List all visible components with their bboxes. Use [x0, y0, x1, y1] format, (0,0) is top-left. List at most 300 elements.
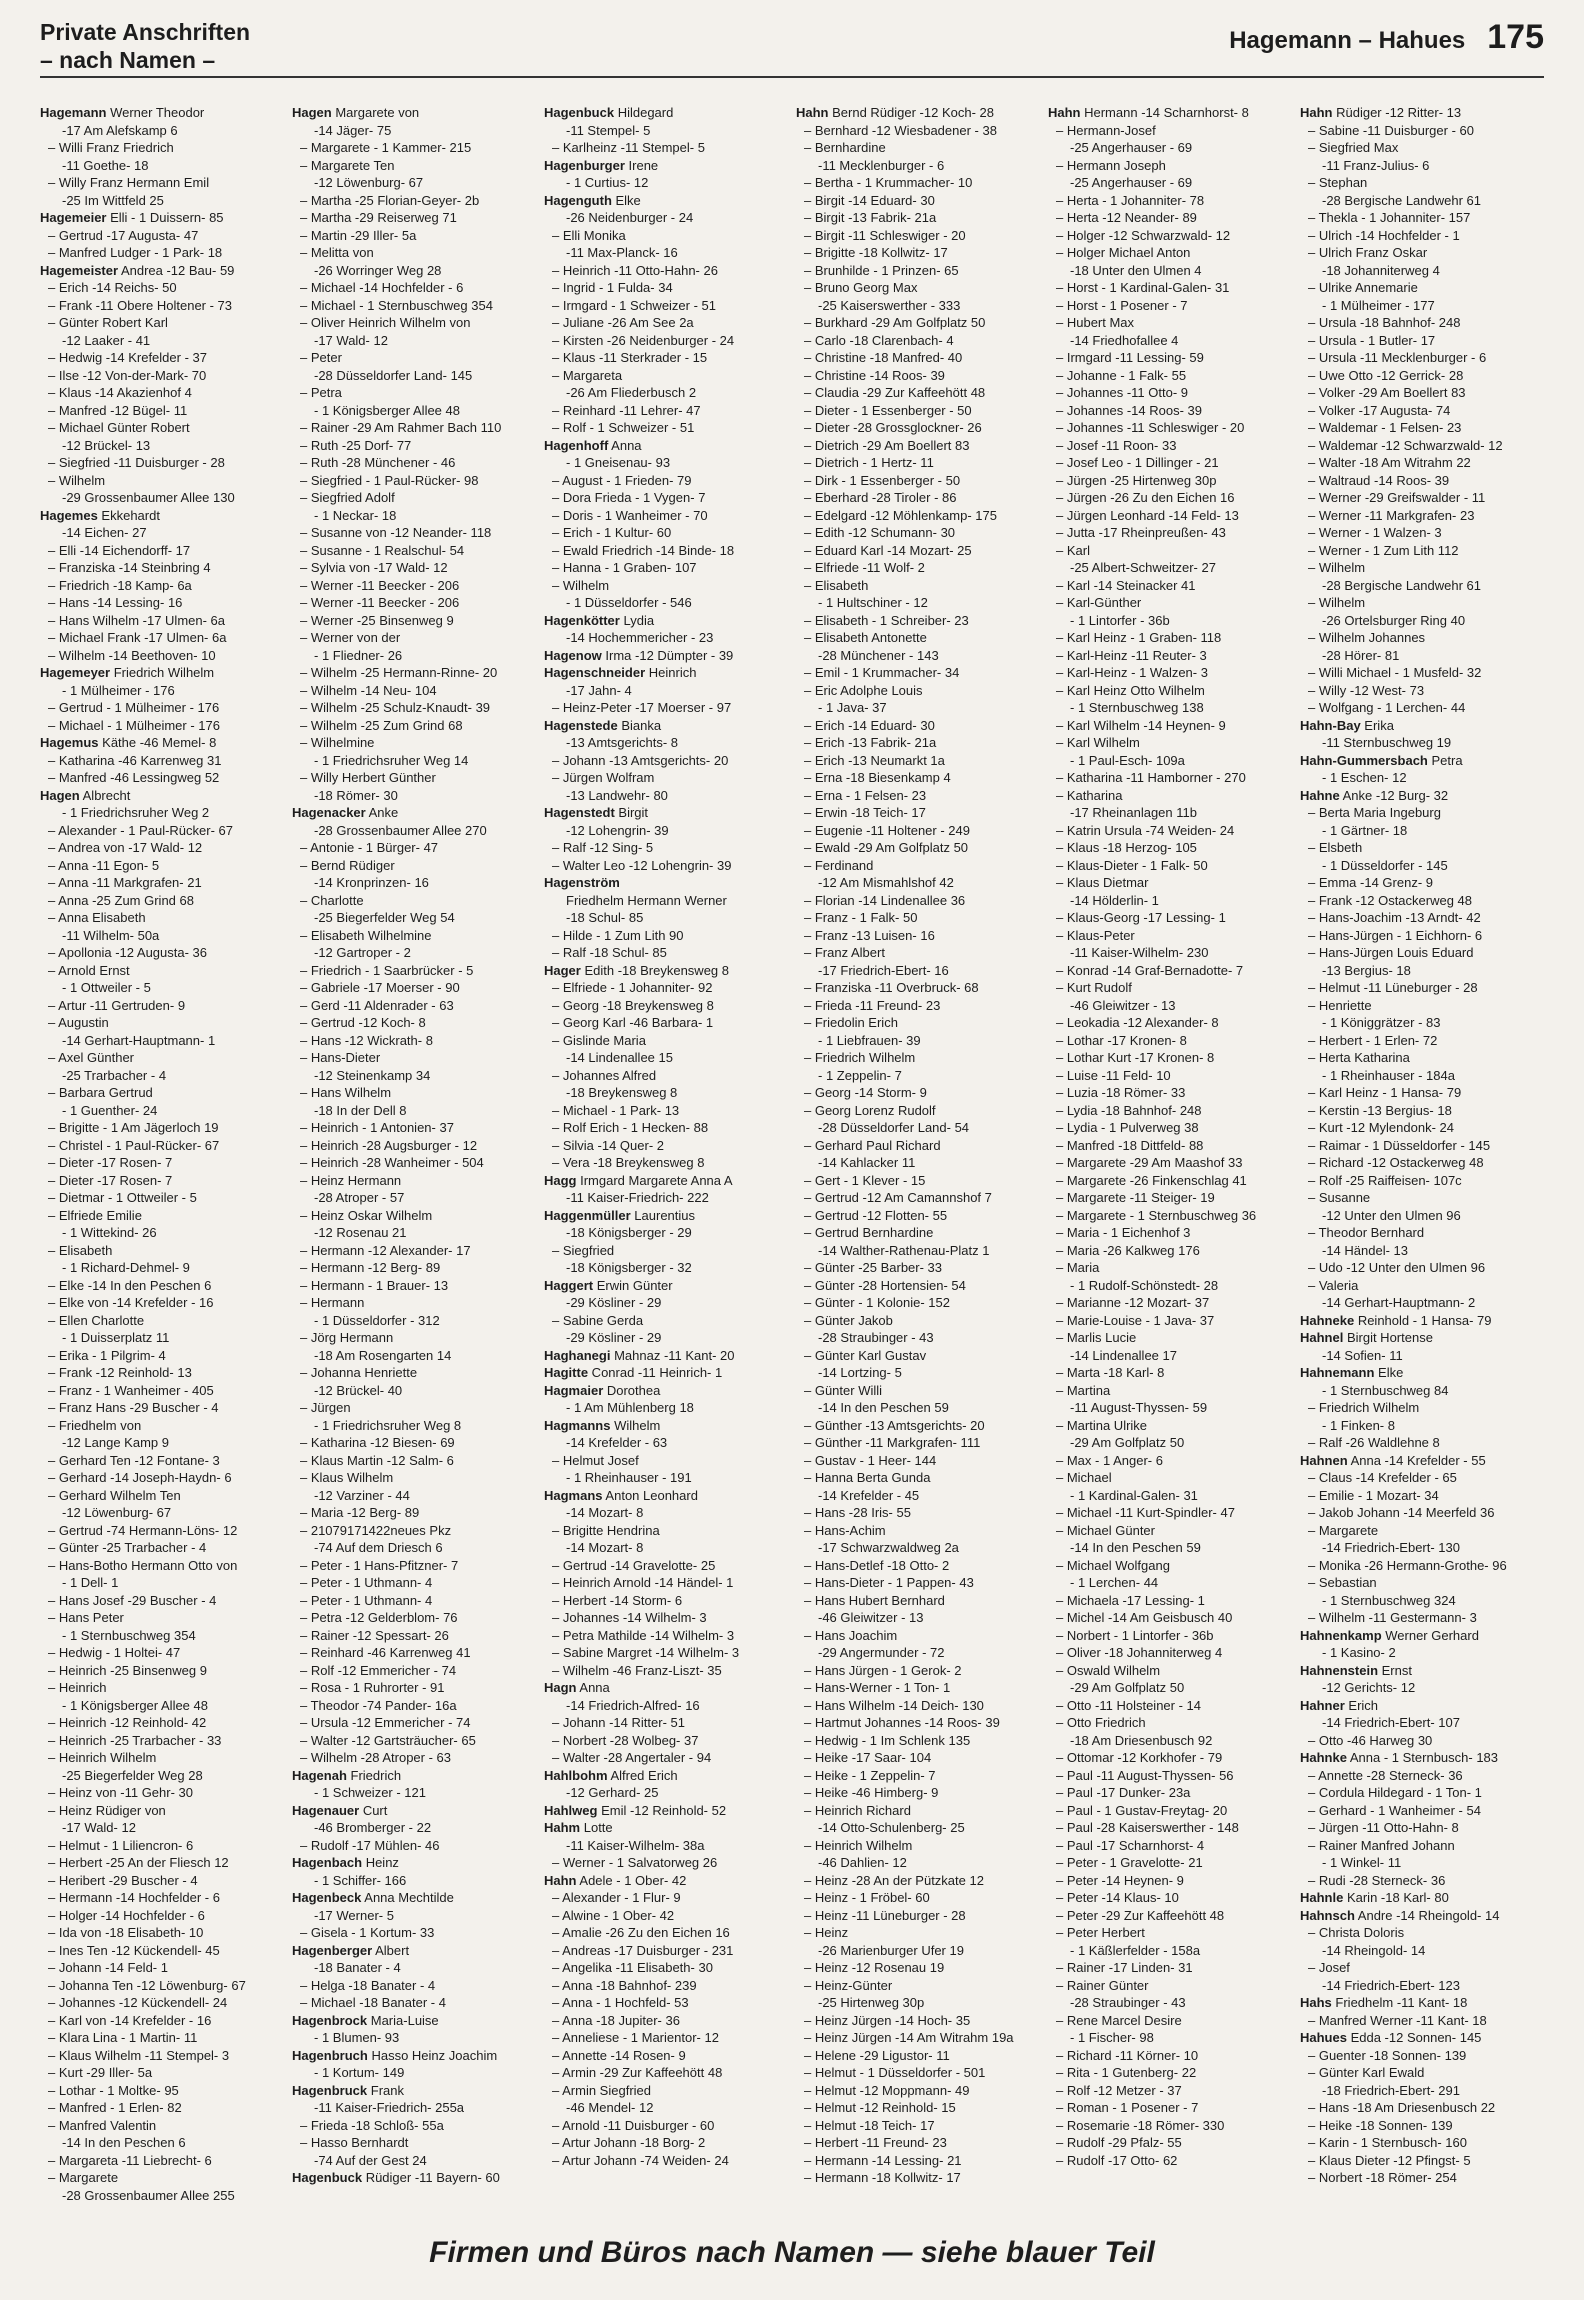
surname: Hahnen: [1300, 1452, 1348, 1468]
sub-entry: – Martha -29 Reiserweg 71: [300, 210, 457, 225]
sub-entry: – Michael - 1 Park- 13: [552, 1102, 680, 1118]
sub-entry: – Karl: [1056, 542, 1090, 558]
sub-entry: – Gertrud -17 Augusta- 47: [48, 227, 199, 243]
sub-entry: – Ellen Charlotte: [48, 1312, 145, 1328]
entry-text: Anna -14 Krefelder - 55: [1347, 1452, 1486, 1468]
sub-entry: – Udo -12 Unter den Ulmen 96: [1308, 1260, 1486, 1275]
address-line: - 1 Dell- 1: [62, 1575, 119, 1590]
sub-entry: – Oswald Wilhelm: [1056, 1662, 1161, 1678]
sub-entry: – Heike -46 Himberg- 9: [804, 1785, 939, 1800]
surname-entry: [544, 664, 788, 682]
address-line: -18 Römer- 30: [314, 787, 398, 803]
sub-entry: – Helmut -11 Lüneburger - 28: [1308, 980, 1478, 995]
sub-entry: – Juliane -26 Am See 2a: [552, 315, 694, 330]
address-line: -14 Krefelder - 63: [566, 1435, 668, 1450]
sub-entry: – Hedwig - 1 Holtei- 47: [48, 1645, 181, 1660]
surname-entry: [1300, 787, 1544, 805]
address-line: - 1 Friedrichsruher Weg 14: [314, 752, 469, 768]
sub-entry: – Petra Mathilde -14 Wilhelm- 3: [552, 1627, 735, 1643]
sub-entry: – Heinz-Peter -17 Moerser - 97: [552, 700, 732, 715]
address-line: -28 Grossenbaumer Allee 270: [314, 822, 487, 838]
sub-entry: – Klaus-Georg -17 Lessing- 1: [1056, 910, 1226, 925]
sub-entry: – Rolf Erich - 1 Hecken- 88: [552, 1120, 709, 1135]
sub-entry: – Frank -12 Reinhold- 13: [48, 1365, 192, 1380]
sub-entry: – Lothar - 1 Moltke- 95: [48, 2082, 179, 2098]
address-line: - 1 Käßlerfelder - 158a: [1070, 1942, 1201, 1958]
sub-entry: – Rolf -12 Emmericher - 74: [300, 1662, 457, 1678]
sub-entry: – Elisabeth: [48, 1242, 113, 1258]
sub-entry: – Marlis Lucie: [1056, 1330, 1137, 1345]
address-line: -17 Werner- 5: [314, 1907, 394, 1923]
sub-entry: – Willy Herbert Günther: [300, 770, 436, 785]
sub-entry: – Peter Herbert: [1056, 1925, 1145, 1940]
sub-entry: – Jörg Hermann: [300, 1330, 394, 1345]
sub-entry: – Werner - 1 Salvatorweg 26: [552, 1855, 718, 1870]
sub-entry: – Ulrich -14 Hochfelder - 1: [1308, 227, 1460, 243]
sub-entry: – Annette -14 Rosen- 9: [552, 2047, 686, 2063]
surname-entry: [40, 787, 284, 805]
sub-entry: – Bertha - 1 Krummacher- 10: [804, 175, 973, 190]
address-line: -25 Biegerfelder Weg 28: [62, 1767, 203, 1783]
surname: Hahnsch: [1300, 1907, 1355, 1923]
address-line: - 1 Friedrichsruher Weg 8: [314, 1417, 462, 1433]
sub-entry: – Anna Elisabeth: [48, 910, 146, 925]
sub-entry: – Katharina -46 Karrenweg 31: [48, 752, 222, 768]
address-line: -14 Rheingold- 14: [1322, 1942, 1426, 1958]
entry-text: Rüdiger -11 Bayern- 60: [362, 2170, 500, 2185]
address-line: -11 Kaiser-Friedrich- 222: [566, 1190, 709, 1205]
sub-entry: – Gertrud - 1 Mülheimer - 176: [48, 700, 220, 715]
sub-entry: – Karin - 1 Sternbusch- 160: [1308, 2135, 1467, 2150]
entry-text: Albert: [372, 1942, 410, 1958]
surname: Hagmans: [544, 1487, 603, 1503]
sub-entry: – Werner -25 Binsenweg 9: [300, 612, 454, 628]
entry-text: Margarete von: [331, 105, 420, 120]
surname: Hagenbuck: [292, 2170, 363, 2185]
surname-entry: [544, 1679, 788, 1697]
sub-entry: – Michaela -17 Lessing- 1: [1056, 1592, 1205, 1608]
surname-entry: [544, 1767, 788, 1785]
sub-entry: – Rita - 1 Gutenberg- 22: [1056, 2065, 1197, 2080]
sub-entry: – Hermann: [300, 1295, 365, 1310]
address-line: - 1 Rudolf-Schönstedt- 28: [1070, 1277, 1219, 1293]
sub-entry: – Hermann -12 Alexander- 17: [300, 1242, 471, 1258]
surname: Hagg: [544, 1172, 577, 1188]
sub-entry: – Günter Karl Gustav: [804, 1347, 927, 1363]
surname: Hahlweg: [544, 1802, 598, 1818]
sub-entry: – Josef -11 Roon- 33: [1056, 437, 1177, 453]
surname-entry: [544, 157, 788, 175]
sub-entry: – Wilhelm -14 Neu- 104: [300, 682, 437, 698]
sub-entry: – Werner -29 Greifswalder - 11: [1308, 490, 1486, 505]
sub-entry: – Elfriede - 1 Johanniter- 92: [552, 980, 713, 995]
sub-entry: – Hermann Joseph: [1056, 157, 1166, 173]
name-range: Hagemann – Hahues: [1229, 27, 1466, 54]
sub-entry: – Ralf -12 Sing- 5: [552, 840, 654, 855]
sub-entry: – Heinz Oskar Wilhelm: [300, 1207, 433, 1223]
sub-entry: – Bruno Georg Max: [804, 280, 918, 295]
entry-text: Emil -12 Reinhold- 52: [597, 1802, 727, 1818]
sub-entry: – Friedrich - 1 Saarbrücker - 5: [300, 962, 474, 978]
sub-entry: – Hans -12 Wickrath- 8: [300, 1032, 433, 1048]
address-line: -11 Wilhelm- 50a: [62, 927, 160, 943]
entry-text: Frank: [367, 2082, 404, 2098]
sub-entry: – Wolfgang - 1 Lerchen- 44: [1308, 700, 1466, 715]
address-line: - 1 Sternbuschweg 138: [1070, 700, 1204, 715]
sub-entry: – Elfriede -11 Wolf- 2: [804, 560, 925, 575]
sub-entry: – Johannes -12 Kückendell- 24: [48, 1995, 228, 2010]
surname: Haghanegi: [544, 1347, 611, 1363]
sub-entry: – Wilhelm -25 Hermann-Rinne- 20: [300, 665, 498, 680]
sub-entry: – Herbert -11 Freund- 23: [804, 2135, 947, 2150]
sub-entry: – Gerhard Ten -12 Fontane- 3: [48, 1452, 220, 1468]
sub-entry: – Hermann-Josef: [1056, 122, 1156, 138]
entry-text: Reinhold - 1 Hansa- 79: [1354, 1312, 1492, 1328]
sub-entry: – Alwine - 1 Ober- 42: [552, 1907, 675, 1923]
sub-entry: – Johannes Alfred: [552, 1067, 657, 1083]
address-line: -12 Varziner - 44: [314, 1487, 410, 1503]
address-line: -14 Lindenallee 15: [566, 1050, 673, 1065]
sub-entry: – Michael Günter: [1056, 1522, 1155, 1538]
entry-text: Elli - 1 Duissern- 85: [106, 210, 224, 225]
entry-text: Erika: [1360, 717, 1394, 733]
sub-entry: – Hans-Dieter - 1 Pappen- 43: [804, 1575, 974, 1590]
sub-entry: – Ursula -12 Emmericher - 74: [300, 1715, 471, 1730]
sub-entry: – Günther -11 Markgrafen- 111: [804, 1435, 981, 1450]
entry-text: Erwin Günter: [593, 1277, 673, 1293]
entry-text: Friedrich Wilhelm: [110, 665, 215, 680]
sub-entry: – Hans Josef -29 Buscher - 4: [48, 1592, 217, 1608]
sub-entry: – Helene -29 Ligustor- 11: [804, 2047, 950, 2063]
entry-text: Anna - 1 Sternbusch- 183: [1346, 1750, 1499, 1765]
sub-entry: – Rainer Manfred Johann: [1308, 1837, 1455, 1853]
sub-entry: – Jürgen Wolfram: [552, 770, 655, 785]
sub-entry: – Hans-Werner - 1 Ton- 1: [804, 1680, 951, 1695]
surname-entry: [292, 2012, 536, 2030]
surname: Hagenacker: [292, 805, 366, 820]
surname: Hahn: [796, 105, 829, 120]
address-line: -28 Grossenbaumer Allee 255: [62, 2187, 235, 2203]
sub-entry: – Anneliese - 1 Marientor- 12: [552, 2030, 719, 2045]
sub-entry: – Stephan: [1308, 175, 1368, 190]
sub-entry: – Vera -18 Breykensweg 8: [552, 1155, 705, 1170]
surname: Hahnemann: [1300, 1365, 1375, 1380]
sub-entry: – August - 1 Frieden- 79: [552, 472, 692, 488]
address-line: -46 Mendel- 12: [566, 2100, 654, 2115]
address-line: - 1 Sternbuschweg 84: [1322, 1382, 1449, 1398]
sub-entry: – Lothar -17 Kronen- 8: [1056, 1032, 1187, 1048]
entry-text: Bernd Rüdiger -12 Koch- 28: [828, 105, 994, 120]
surname: Hagmaier: [544, 1382, 604, 1398]
sub-entry: – Johannes -11 Schleswiger - 20: [1056, 420, 1245, 435]
surname-entry: [40, 734, 284, 752]
sub-entry: – Rolf -12 Metzer - 37: [1056, 2082, 1182, 2098]
sub-entry: – Klaus Dieter -12 Pfingst- 5: [1308, 2152, 1471, 2168]
sub-entry: – Thekla - 1 Johanniter- 157: [1308, 210, 1471, 225]
sub-entry: – Monika -26 Hermann-Grothe- 96: [1308, 1557, 1507, 1573]
sub-entry: – Karlheinz -11 Stempel- 5: [552, 140, 705, 155]
sub-entry: – Luzia -18 Römer- 33: [1056, 1085, 1186, 1100]
sub-entry: – Theodor -74 Pander- 16a: [300, 1697, 457, 1713]
address-line: - 1 Hultschiner - 12: [818, 595, 928, 610]
sub-entry: – Karl Heinz - 1 Graben- 118: [1056, 630, 1222, 645]
surname: Hahnke: [1300, 1750, 1347, 1765]
address-line: -25 Kaiserswerther - 333: [818, 297, 961, 313]
address-line: -12 Gartroper - 2: [314, 945, 411, 960]
entry-text: Andre -14 Rheingold- 14: [1354, 1907, 1500, 1923]
entry-text: Anna: [576, 1680, 610, 1695]
sub-entry: – Lydia -18 Bahnhof- 248: [1056, 1102, 1202, 1118]
sub-entry: – Wilhelm -11 Gestermann- 3: [1308, 1610, 1477, 1625]
sub-entry: – Heinz-Günter: [804, 1977, 893, 1993]
sub-entry: – Oliver -18 Johanniterweg 4: [1056, 1645, 1223, 1660]
address-line: -29 Kösliner - 29: [566, 1295, 662, 1310]
surname: Hahn: [544, 1872, 577, 1888]
sub-entry: – Manfred Ludger - 1 Park- 18: [48, 245, 223, 260]
sub-entry: – Margareta -11 Liebrecht- 6: [48, 2152, 212, 2168]
surname: Hagenauer: [292, 1802, 360, 1818]
sub-entry: – Richard -11 Körner- 10: [1056, 2047, 1199, 2063]
sub-entry: – Bernd Rüdiger: [300, 857, 395, 873]
address-line: -12 Löwenburg- 67: [314, 175, 424, 190]
sub-entry: – Klaus Wilhelm -11 Stempel- 3: [48, 2047, 230, 2063]
surname-entry: [544, 1207, 788, 1225]
sub-entry: – Siegfried Adolf: [300, 490, 395, 505]
sub-entry: – Christel - 1 Paul-Rücker- 67: [48, 1137, 220, 1153]
sub-entry: – Franziska -14 Steinbring 4: [48, 560, 211, 575]
surname-entry: [544, 1347, 788, 1365]
sub-entry: – Irmgard - 1 Schweizer - 51: [552, 297, 717, 313]
surname-entry: [544, 1277, 788, 1295]
sub-entry: – Helmut Josef: [552, 1452, 639, 1468]
surname: Hagemann: [40, 105, 107, 120]
sub-entry: – Ilse -12 Von-der-Mark- 70: [48, 367, 207, 383]
entry-text: Anna Mechtilde: [361, 1890, 454, 1905]
sub-entry: – Hermann -18 Kollwitz- 17: [804, 2170, 961, 2185]
surname-entry: [544, 1487, 788, 1505]
sub-entry: – Heinz von -11 Gehr- 30: [48, 1785, 193, 1800]
address-line: -46 Bromberger - 22: [314, 1820, 432, 1835]
sub-entry: – Arnold Ernst: [48, 962, 130, 978]
sub-entry: – Gerhard Paul Richard: [804, 1137, 941, 1153]
address-line: -26 Ortelsburger Ring 40: [1322, 612, 1466, 628]
sub-entry: – Herta - 1 Johanniter- 78: [1056, 192, 1205, 208]
entry-text: Anton Leonhard: [602, 1487, 698, 1503]
entry-text: Elke: [611, 192, 641, 208]
address-line: - 1 Sternbuschweg 354: [62, 1627, 196, 1643]
address-line: -11 Max-Planck- 16: [566, 245, 678, 260]
sub-entry: – Carlo -18 Clarenbach- 4: [804, 332, 954, 348]
sub-entry: – Franz Hans -29 Buscher - 4: [48, 1400, 219, 1415]
surname: Hagenbruch: [292, 2047, 368, 2063]
sub-entry: – Ralf -26 Waldlehne 8: [1308, 1435, 1440, 1450]
sub-entry: – Dieter -17 Rosen- 7: [48, 1155, 173, 1170]
sub-entry: – Klaus -14 Akazienhof 4: [48, 385, 192, 400]
surname-entry: [1300, 1329, 1544, 1347]
sub-entry: – Brigitte - 1 Am Jägerloch 19: [48, 1120, 219, 1135]
sub-entry: – Charlotte: [300, 892, 364, 908]
sub-entry: – Karl-Heinz - 1 Walzen- 3: [1056, 665, 1208, 680]
sub-entry: – Lothar Kurt -17 Kronen- 8: [1056, 1050, 1215, 1065]
sub-entry: – Claudia -29 Zur Kaffeehött 48: [804, 385, 986, 400]
sub-entry: – Herta Katharina: [1308, 1050, 1410, 1065]
sub-entry: – Johanne - 1 Falk- 55: [1056, 367, 1187, 383]
sub-entry: – Johanna Ten -12 Löwenburg- 67: [48, 1977, 246, 1993]
address-line: - 1 Lerchen- 44: [1070, 1575, 1159, 1590]
sub-entry: – Ursula -11 Mecklenburger - 6: [1308, 350, 1487, 365]
sub-entry: – Werner -11 Beecker - 206: [300, 595, 460, 610]
directory-column-1: [40, 104, 284, 2224]
address-line: -12 Am Mismahlshof 42: [818, 875, 954, 890]
sub-entry: – Rolf -25 Raiffeisen- 107c: [1308, 1172, 1462, 1188]
sub-entry: – Heinrich Wilhelm: [48, 1750, 157, 1765]
address-line: -11 Stempel- 5: [566, 122, 651, 138]
surname-entry: [292, 2047, 536, 2065]
address-line: -14 Händel- 13: [1322, 1242, 1408, 1258]
address-line: -17 Wald- 12: [314, 332, 388, 348]
surname: Hahner: [1300, 1697, 1345, 1713]
sub-entry: – Friedrich Wilhelm: [1308, 1400, 1420, 1415]
sub-entry: – Manfred Valentin: [48, 2117, 157, 2133]
sub-entry: – Günter -25 Trarbacher - 4: [48, 1540, 207, 1555]
sub-entry: – Günter Jakob: [804, 1312, 893, 1328]
sub-entry: – Anna -11 Markgrafen- 21: [48, 875, 202, 890]
address-line: -14 Gerhart-Hauptmann- 2: [1322, 1295, 1476, 1310]
surname-entry: [544, 717, 788, 735]
address-line: -14 Gerhart-Hauptmann- 1: [62, 1032, 216, 1048]
entry-text: Heinz: [362, 1855, 399, 1870]
sub-entry: – Heinz - 1 Fröbel- 60: [804, 1890, 930, 1905]
surname-entry: [544, 192, 788, 210]
address-line: -14 Eichen- 27: [62, 525, 147, 540]
sub-entry: – Anna -18 Jupiter- 36: [552, 2012, 680, 2028]
entry-text: Alfred Erich: [607, 1767, 678, 1783]
sub-entry: – Elli Monika: [552, 227, 626, 243]
surname-entry: [40, 262, 284, 280]
surname-entry: [1300, 104, 1544, 122]
sub-entry: – Heinrich -11 Otto-Hahn- 26: [552, 262, 718, 278]
sub-entry: – Erich -14 Reichs- 50: [48, 280, 177, 295]
sub-entry: – Hasso Bernhardt: [300, 2135, 409, 2150]
sub-entry: – Rainer -17 Linden- 31: [1056, 1960, 1193, 1975]
sub-entry: – Jürgen -11 Otto-Hahn- 8: [1308, 1820, 1459, 1835]
directory-column-2: [292, 104, 536, 2224]
sub-entry: – Holger -12 Schwarzwald- 12: [1056, 227, 1231, 243]
entry-text: Bianka: [617, 717, 662, 733]
address-line: - 1 Lintorfer - 36b: [1070, 612, 1170, 628]
sub-entry: – Friedolin Erich: [804, 1015, 898, 1030]
sub-entry: – Hans-Achim: [804, 1522, 886, 1538]
surname-entry: [1300, 1907, 1544, 1925]
page-header-right: [1229, 18, 1544, 57]
sub-entry: – Heinrich - 1 Antonien- 37: [300, 1120, 454, 1135]
address-line: -14 Hölderlin- 1: [1070, 892, 1159, 908]
sub-entry: – Manfred - 1 Erlen- 82: [48, 2100, 182, 2115]
sub-entry: – Gerhard Wilhelm Ten: [48, 1487, 181, 1503]
address-line: -29 Am Golfplatz 50: [1070, 1680, 1185, 1695]
directory-columns: [40, 104, 1544, 2224]
sub-entry: – Birgit -11 Schleswiger - 20: [804, 227, 966, 243]
sub-entry: – Emma -14 Grenz- 9: [1308, 875, 1433, 890]
sub-entry: – Sabine Margret -14 Wilhelm- 3: [552, 1645, 740, 1660]
address-line: -12 Unter den Ulmen 96: [1322, 1207, 1461, 1223]
sub-entry: – Norbert - 1 Lintorfer - 36b: [1056, 1627, 1214, 1643]
sub-entry: – Hermann -14 Lessing- 21: [804, 2152, 962, 2168]
sub-entry: – Christa Doloris: [1308, 1925, 1405, 1940]
sub-entry: – Walter Leo -12 Lohengrin- 39: [552, 857, 732, 873]
sub-entry: – Heinz: [804, 1925, 849, 1940]
entry-text: Anke -12 Burg- 32: [1339, 787, 1449, 803]
sub-entry: – Heike -18 Sonnen- 139: [1308, 2117, 1453, 2133]
address-line: -11 Kaiser-Wilhelm- 38a: [566, 1837, 705, 1853]
sub-entry: – Edelgard -12 Möhlenkamp- 175: [804, 507, 997, 523]
sub-entry: – Klaus -18 Herzog- 105: [1056, 840, 1197, 855]
sub-entry: – Kerstin -13 Bergius- 18: [1308, 1102, 1452, 1118]
surname-entry: [1300, 1627, 1544, 1645]
sub-entry: – Elke von -14 Krefelder - 16: [48, 1295, 214, 1310]
surname-entry: [40, 664, 284, 682]
sub-entry: – Martha -25 Florian-Geyer- 2b: [300, 192, 480, 208]
address-line: -18 Unter den Ulmen 4: [1070, 262, 1202, 278]
sub-entry: – Annette -28 Sterneck- 36: [1308, 1767, 1463, 1783]
sub-entry: – Walter -28 Angertaler - 94: [552, 1750, 712, 1765]
address-line: -12 Steinenkamp 34: [314, 1067, 431, 1083]
sub-entry: – Frieda -11 Freund- 23: [804, 997, 941, 1013]
sub-entry: – Michael -11 Kurt-Spindler- 47: [1056, 1505, 1235, 1520]
sub-entry: – Martina: [1056, 1382, 1111, 1398]
sub-entry: – Rudolf -17 Mühlen- 46: [300, 1837, 440, 1853]
surname: Hahnel: [1300, 1330, 1344, 1345]
sub-entry: – Katrin Ursula -74 Weiden- 24: [1056, 822, 1235, 838]
sub-entry: – Norbert -18 Römer- 254: [1308, 2170, 1457, 2185]
address-line: - 1 Fliedner- 26: [314, 647, 403, 663]
address-line: -14 Friedrich-Ebert- 130: [1322, 1540, 1460, 1555]
sub-entry: – Maria: [1056, 1260, 1100, 1275]
address-line: -11 August-Thyssen- 59: [1070, 1400, 1208, 1415]
sub-entry: – Heinrich Wilhelm: [804, 1837, 913, 1853]
address-line: -28 Düsseldorfer Land- 54: [818, 1120, 970, 1135]
entry-text: Wilhelm: [610, 1417, 661, 1433]
sub-entry: – Edith -12 Schumann- 30: [804, 525, 956, 540]
sub-entry: – Gertrud Bernhardine: [804, 1225, 934, 1240]
header-rule: [40, 76, 1544, 78]
sub-entry: – Michael Wolfgang: [1056, 1557, 1170, 1573]
entry-text: Irene: [624, 157, 659, 173]
address-line: -18 Königsberger - 32: [566, 1260, 692, 1275]
sub-entry: – Gert - 1 Klever - 15: [804, 1172, 926, 1188]
surname-entry: [1300, 1452, 1544, 1470]
sub-entry: – Ottomar -12 Korkhofer - 79: [1056, 1750, 1223, 1765]
entry-text: Albrecht: [79, 787, 131, 803]
sub-entry: – Erich - 1 Kultur- 60: [552, 525, 672, 540]
sub-entry: – Norbert -28 Wolbeg- 37: [552, 1732, 699, 1748]
sub-entry: – Jutta -17 Rheinpreußen- 43: [1056, 525, 1226, 540]
surname: Haggert: [544, 1277, 594, 1293]
address-line: -26 Worringer Weg 28: [314, 262, 442, 278]
sub-entry: – Dieter -17 Rosen- 7: [48, 1172, 173, 1188]
sub-entry: – Raimar - 1 Düsseldorfer - 145: [1308, 1137, 1491, 1153]
address-line: - 1 Richard-Dehmel- 9: [62, 1260, 190, 1275]
sub-entry: – Wilhelm -46 Franz-Liszt- 35: [552, 1662, 722, 1678]
surname: Hahlbohm: [544, 1767, 608, 1783]
sub-entry: – Franz - 1 Falk- 50: [804, 910, 918, 925]
sub-entry: – Karl -14 Steinacker 41: [1056, 577, 1196, 593]
sub-entry: – Elke -14 In den Peschen 6: [48, 1277, 212, 1293]
sub-entry: – Elisabeth: [804, 577, 869, 593]
sub-entry: – Reinhard -46 Karrenweg 41: [300, 1645, 471, 1660]
address-line: -14 Jäger- 75: [314, 122, 392, 138]
sub-entry: – Susanne - 1 Realschul- 54: [300, 542, 465, 558]
